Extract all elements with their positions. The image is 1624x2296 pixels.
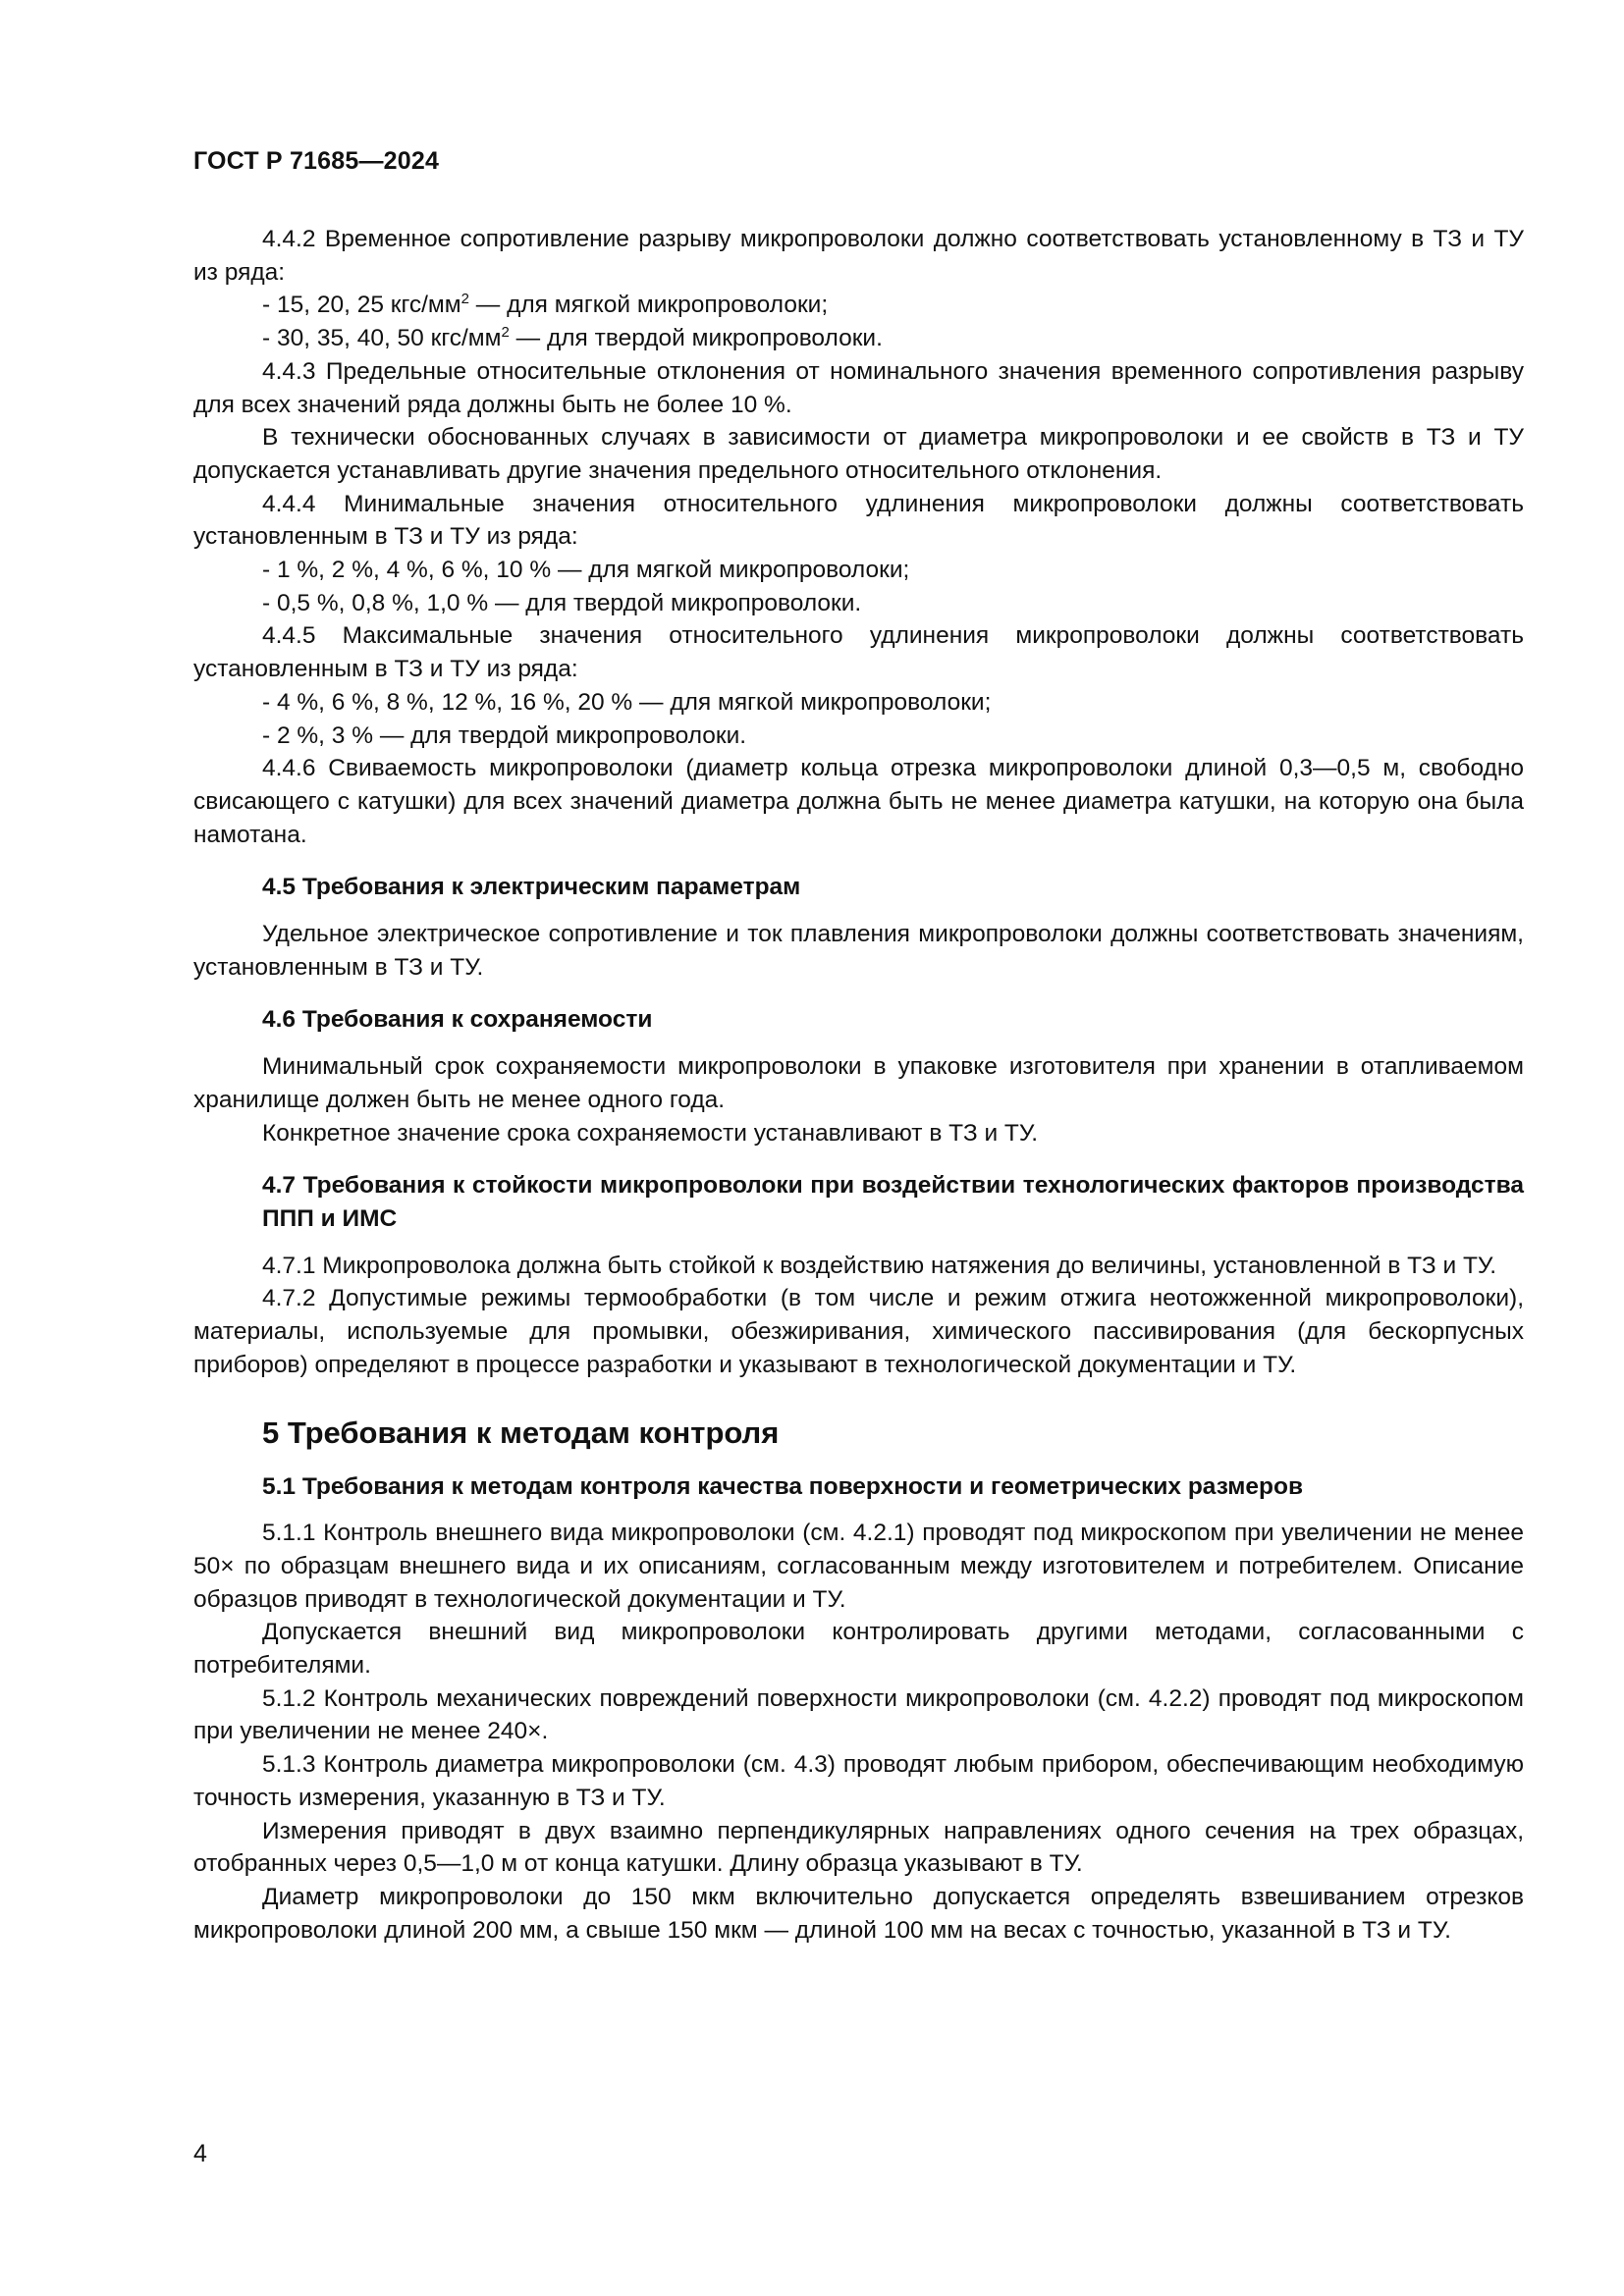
paragraph-4-4-3-note: В технически обоснованных случаях в зависимости от диаметра микропроволоки и ее свойств в ТЗ и ТУ допускается устанавливать другие значения предельного относительного отклонения. <box>193 424 1524 484</box>
heading-4-7: 4.7 Требования к стойкости микропроволоки при воздействии технологических факторов производства ППП и ИМС <box>262 1172 1524 1232</box>
paragraph-4-4-3: 4.4.3 Предельные относительные отклонения от номинального значения временного сопротивления разрыву для всех значений ряда должны быть не более 10 %. <box>193 357 1524 418</box>
paragraph-4-4-6: 4.4.6 Свиваемость микропроволоки (диаметр кольца отрезка микропроволоки длиной 0,3—0,5 м, свободно свисающего с катушки) для всех значений диаметра должна быть не менее диаметра катушки, на которую она была намотана. <box>193 755 1524 848</box>
heading-4-5: 4.5 Требования к электрическим параметрам <box>262 874 801 901</box>
paragraph-4-5: Удельное электрическое сопротивление и ток плавления микропроволоки должны соответствовать значениям, установленным в ТЗ и ТУ. <box>193 921 1524 981</box>
list-item-soft-max-elongation: - 4 %, 6 %, 8 %, 12 %, 16 %, 20 % — для мягкой микропроволоки; <box>262 688 992 716</box>
heading-5-1: 5.1 Требования к методам контроля качества поверхности и геометрических размеров <box>262 1472 1304 1500</box>
paragraph-5-1-3-a: Измерения приводят в двух взаимно перпендикулярных направлениях одного сечения на трех образцах, отобранных через 0,5—1,0 м от конца катушки. Длину образца указывают в ТУ. <box>193 1817 1524 1878</box>
list-item-text: - 15, 20, 25 кгс/мм <box>262 292 461 319</box>
paragraph-4-7-1: 4.7.1 Микропроволока должна быть стойкой к воздействию натяжения до величины, установленной в ТЗ и ТУ. <box>262 1252 1497 1279</box>
paragraph-5-1-1: 5.1.1 Контроль внешнего вида микропроволоки (см. 4.2.1) проводят под микроскопом при увеличении не менее 50× по образцам внешнего вида и их описаниям, согласованным между изготовителем и потребителем. Описание образцов приводят в технологической документации и ТУ. <box>193 1520 1524 1613</box>
paragraph-4-4-5: 4.4.5 Максимальные значения относительного удлинения микропроволоки должны соответствовать установленным в ТЗ и ТУ из ряда: <box>193 622 1524 683</box>
superscript: 2 <box>460 291 469 308</box>
heading-4-6: 4.6 Требования к сохраняемости <box>262 1006 653 1034</box>
list-item-hard-tensile <box>193 322 1524 355</box>
paragraph-5-1-3: 5.1.3 Контроль диаметра микропроволоки (см. 4.3) проводят любым прибором, обеспечивающим необходимую точность измерения, указанную в ТЗ и ТУ. <box>193 1751 1524 1811</box>
list-item-text: — для мягкой микропроволоки; <box>468 292 829 319</box>
paragraph-4-4-2: 4.4.2 Временное сопротивление разрыву микропроволоки должно соответствовать установленному в ТЗ и ТУ из ряда: <box>193 226 1524 286</box>
paragraph-5-1-3-b: Диаметр микропроволоки до 150 мкм включительно допускается определять взвешиванием отрезков микропроволоки длиной 200 мм, а свыше 150 мкм — длиной 100 мм на весах с точностью, указанной в ТЗ и ТУ. <box>193 1883 1524 1944</box>
list-item-hard-max-elongation: - 2 %, 3 % — для твердой микропроволоки. <box>262 721 747 749</box>
list-item-hard-min-elongation: - 0,5 %, 0,8 %, 1,0 % — для твердой микропроволоки. <box>262 589 862 616</box>
list-item-soft-tensile <box>193 289 1524 322</box>
paragraph-5-1-2: 5.1.2 Контроль механических повреждений поверхности микропроволоки (см. 4.2.2) проводят под микроскопом при увеличении не менее 240×. <box>193 1684 1524 1745</box>
document-header: ГОСТ Р 71685—2024 <box>193 147 440 175</box>
paragraph-5-1-1-note: Допускается внешний вид микропроволоки контролировать другими методами, согласованными с потребителями. <box>193 1619 1524 1680</box>
page-number: 4 <box>193 2140 207 2167</box>
list-item-soft-min-elongation: - 1 %, 2 %, 4 %, 6 %, 10 % — для мягкой микропроволоки; <box>262 557 910 584</box>
superscript: 2 <box>501 324 510 342</box>
paragraph-4-7-2: 4.7.2 Допустимые режимы термообработки (в том числе и режим отжига неотожженной микропроволоки), материалы, используемые для промывки, обезжиривания, химического пассивирования (для бескорпусных приборов) определяют в процессе разработки и указывают в технологической документации и ТУ. <box>193 1285 1524 1378</box>
list-item-text: - 30, 35, 40, 50 кгс/мм <box>262 325 502 352</box>
list-item-text: — для твердой микропроволоки. <box>509 325 883 352</box>
paragraph-4-4-4: 4.4.4 Минимальные значения относительного удлинения микропроволоки должны соответствовать установленным в ТЗ и ТУ из ряда: <box>193 490 1524 551</box>
paragraph-4-6-a: Минимальный срок сохраняемости микропроволоки в упаковке изготовителя при хранении в отапливаемом хранилище должен быть не менее одного года. <box>193 1053 1524 1113</box>
heading-section-5: 5 Требования к методам контроля <box>262 1415 780 1450</box>
paragraph-4-6-b: Конкретное значение срока сохраняемости устанавливают в ТЗ и ТУ. <box>262 1119 1039 1147</box>
document-body <box>193 223 1524 1947</box>
